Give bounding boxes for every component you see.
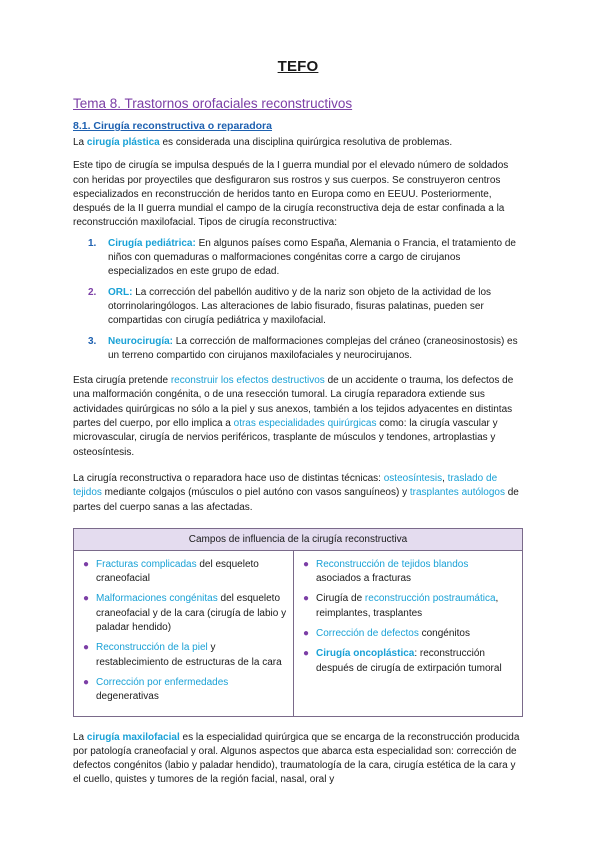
maxillofacial-paragraph: La cirugía maxilofacial es la especialidad quirúrgica que se encarga de la reconstrucción producida por patología craneofacial y oral. Algunos aspectos que abarca esta especialidad son: corrección de defectos congénitos (labio y paladar hendido), traumatología de la cara, cirugía estética de la cara y el cuello, quistes y tumores de la región facial, nasal, oral y bbox=[73, 731, 520, 786]
keyword: otras especialidades quirúrgicas bbox=[233, 418, 377, 430]
bullet-icon: ● bbox=[303, 558, 310, 570]
list-item: ● Corrección de defectos congénitos bbox=[300, 627, 516, 641]
topic-title: Tema 8. Trastornos orofaciales reconstructivos bbox=[73, 96, 353, 111]
bullet-icon: ● bbox=[83, 642, 90, 654]
purpose-paragraph: Esta cirugía pretende reconstruir los efectos destructivos de un accidente o trauma, los defectos de una malformación congénita, o de una resección tumoral. La cirugía reparadora extiende sus actividades quirúrgicas no sólo a la piel y sus anexos, también a los tejidos adyacentes en distintas partes del cuerpo, por ello implica a otras especialidades quirúrgicas como: la cirugía vascular y microvascular, cirugía de nervios periféricos, trasplante de músculos y tendones, artroplastias y osteosíntesis. bbox=[73, 375, 514, 458]
list-item: 1. Cirugía pediátrica: En algunos países como España, Alemania o Francia, el tratamiento de niños con quemaduras o malformaciones congénitas corre a cargo de cirujanos especializados en este grupo de edad. bbox=[88, 237, 516, 278]
bullet-icon: ● bbox=[303, 593, 310, 605]
table-right-column bbox=[294, 550, 523, 716]
keyword: cirugía maxilofacial bbox=[86, 731, 180, 743]
reconstructive-types-list bbox=[73, 237, 523, 363]
list-item: 2. ORL: La corrección del pabellón auditivo y de la nariz son objeto de la actividad de los otorrinolaringólogos. Las alteraciones de labio fisurado, fisuras palatinas, pueden ser compartidas con cirugía pediátrica y maxilofacial. bbox=[88, 286, 492, 327]
bullet-icon: ● bbox=[303, 628, 310, 640]
intro-paragraph: La cirugía plástica es considerada una disciplina quirúrgica resolutiva de problemas. bbox=[73, 137, 453, 148]
keyword: reconstruir los efectos destructivos bbox=[170, 375, 325, 387]
keyword: trasplantes autólogos bbox=[409, 487, 505, 499]
keyword: traslado de tejidos bbox=[73, 472, 498, 499]
list-item: 3. Neurocirugía: La corrección de malformaciones complejas del cráneo (craneosinostosis) es un terreno compartido con cirujanos maxilofaciales y neurocirujanos. bbox=[88, 335, 518, 361]
influence-fields-table bbox=[73, 528, 523, 717]
list-item: ● Corrección por enfermedades degenerativas bbox=[83, 676, 229, 703]
list-item: ● Cirugía oncoplástica: reconstrucción después de cirugía de extirpación tumoral bbox=[303, 648, 502, 674]
keyword: osteosíntesis bbox=[383, 472, 443, 484]
techniques-paragraph: La cirugía reconstructiva o reparadora hace uso de distintas técnicas: osteosíntesis, traslado de tejidos mediante colgajos (músculos o piel autóno con vasos sanguíneos) y trasplantes autólogos de partes del cuerpo sanas a las afectadas. bbox=[73, 472, 519, 513]
list-item: ● Malformaciones congénitas del esqueleto craneofacial y de la cara (cirugía de labio y paladar hendido) bbox=[83, 593, 287, 634]
bullet-icon: ● bbox=[303, 648, 310, 660]
section-title: 8.1. Cirugía reconstructiva o reparadora bbox=[73, 120, 272, 132]
table-left-column bbox=[74, 550, 294, 716]
keyword: cirugía plástica bbox=[86, 137, 160, 148]
list-item: ● Reconstrucción de tejidos blandos asociados a fracturas bbox=[303, 558, 469, 585]
history-paragraph: Este tipo de cirugía se impulsa después de la I guerra mundial por el elevado número de soldados con heridas por proyectiles que desfiguraron sus rostros y sus cuerpos. Se construyeron centros especializados en reconstrucción de heridos tanto en Europa como en EEUU. Posteriormente, después de la II guerra mundial el campo de la cirugía reconstructiva deja de estar confinada a la reconstrucción maxilofacial. Tipos de cirugía reconstructiva: bbox=[73, 160, 509, 229]
list-item: ● Cirugía de reconstrucción postraumática, reimplantes, trasplantes bbox=[303, 593, 499, 619]
document-title: TEFO bbox=[277, 58, 319, 75]
document-page bbox=[73, 58, 523, 788]
table-header: Campos de influencia de la cirugía reconstructiva bbox=[74, 528, 523, 550]
bullet-icon: ● bbox=[83, 676, 90, 688]
bullet-icon: ● bbox=[83, 558, 90, 570]
list-item: ● Fracturas complicadas del esqueleto craneofacial bbox=[83, 558, 259, 585]
list-item: ● Reconstrucción de la piel y restablecimiento de estructuras de la cara bbox=[83, 642, 282, 668]
bullet-icon: ● bbox=[83, 593, 90, 605]
